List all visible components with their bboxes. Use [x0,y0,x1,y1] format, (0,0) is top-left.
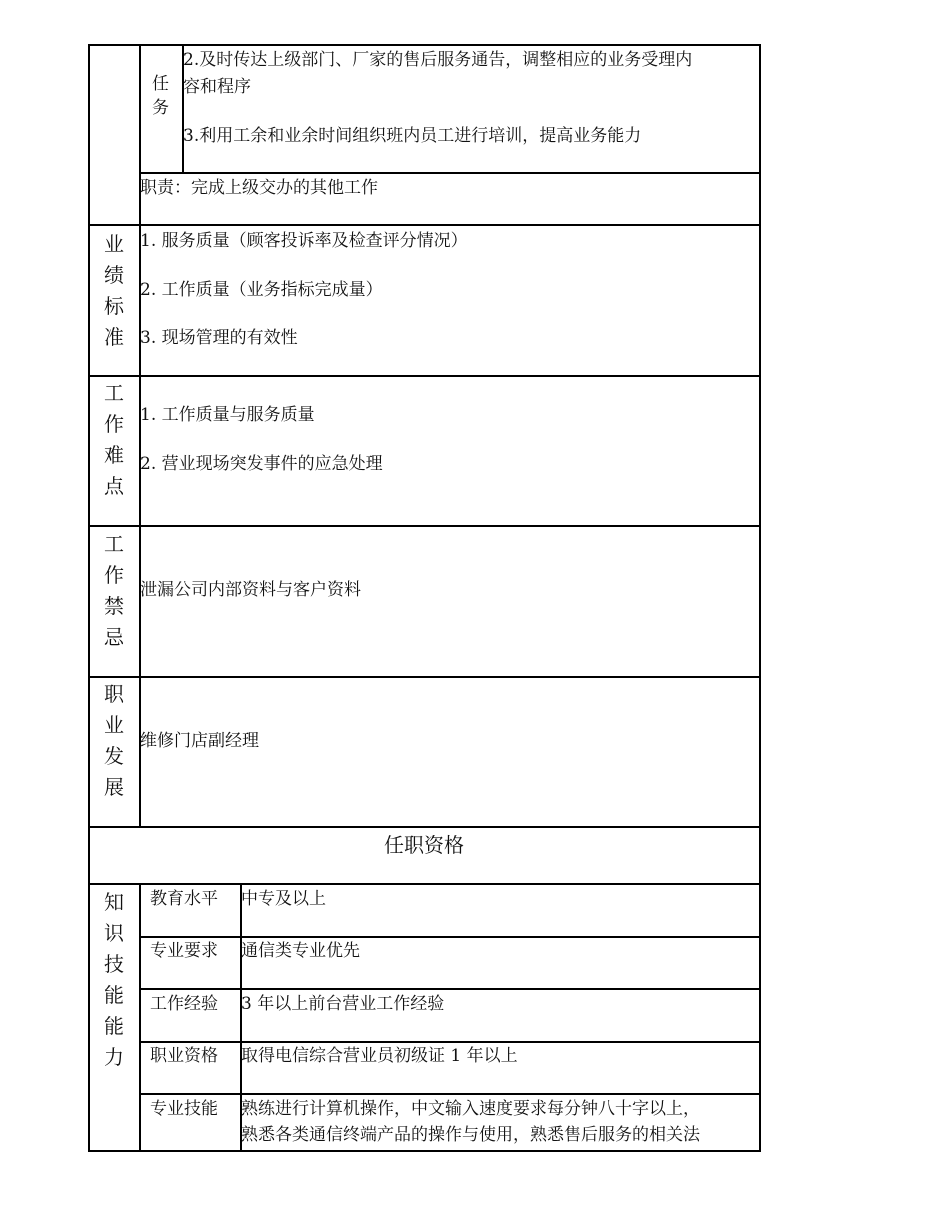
difficulties-label: 工 作 难 点 [104,381,124,498]
task-item-3: 3.利用工余和业余时间组织班内员工进行培训，提高业务能力 [183,126,642,146]
performance-item-2: 2. 工作质量（业务指标完成量） [140,280,383,300]
row-separator-3 [88,525,760,527]
qual-value-skills-line2: 熟悉各类通信终端产品的操作与使用，熟悉售后服务的相关法 [241,1125,700,1145]
qual-key-major: 专业要求 [150,941,218,961]
task-item-2a: 2.及时传达上级部门、厂家的售后服务通告，调整相应的业务受理内 [183,50,693,70]
task-row-bottom [139,172,760,174]
qualification-group-label: 知 识 技 能 能 力 [104,890,124,1069]
row-separator-5 [88,826,760,828]
qual-value-major: 通信类专业优先 [241,941,360,961]
performance-label: 业 绩 标 准 [104,232,124,349]
row-separator-1 [88,224,760,226]
qual-key-certification: 职业资格 [150,1046,218,1066]
prohibitions-label: 工 作 禁 忌 [104,532,124,649]
career-text: 维修门店副经理 [140,731,259,751]
qualification-title: 任职资格 [384,833,464,857]
task-label: 任 务 [152,74,169,118]
qual-key-experience: 工作经验 [150,994,218,1014]
table-border-top [88,44,760,46]
row-separator-6 [88,883,760,885]
table-border-bottom [88,1150,760,1152]
qual-key-skills: 专业技能 [150,1099,218,1119]
task-item-2b: 容和程序 [183,77,251,97]
difficulty-item-1: 1. 工作质量与服务质量 [140,405,315,425]
row-separator-4 [88,676,760,678]
difficulty-item-2: 2. 营业现场突发事件的应急处理 [140,454,383,474]
performance-item-3: 3. 现场管理的有效性 [140,328,298,348]
qual-label-divider [139,884,141,1151]
qual-value-experience: 3 年以上前台营业工作经验 [241,994,445,1014]
career-label: 职 业 发 展 [104,682,124,799]
performance-item-1: 1. 服务质量（顾客投诉率及检查评分情况） [140,231,468,251]
qual-row-sep-1 [139,936,760,938]
qual-row-sep-4 [139,1093,760,1095]
qual-value-certification: 取得电信综合营业员初级证 1 年以上 [241,1046,518,1066]
duty-line: 职责：完成上级交办的其他工作 [140,178,378,198]
table-border-right [759,44,761,1152]
qual-row-sep-2 [139,988,760,990]
qual-key-education: 教育水平 [150,889,218,909]
label-column-divider [139,44,141,828]
qual-row-sep-3 [139,1041,760,1043]
qual-value-education: 中专及以上 [241,889,326,909]
qual-value-skills-line1: 熟练进行计算机操作，中文输入速度要求每分钟八十字以上， [241,1099,700,1119]
row-separator-2 [88,375,760,377]
prohibitions-text: 泄漏公司内部资料与客户资料 [140,580,361,600]
